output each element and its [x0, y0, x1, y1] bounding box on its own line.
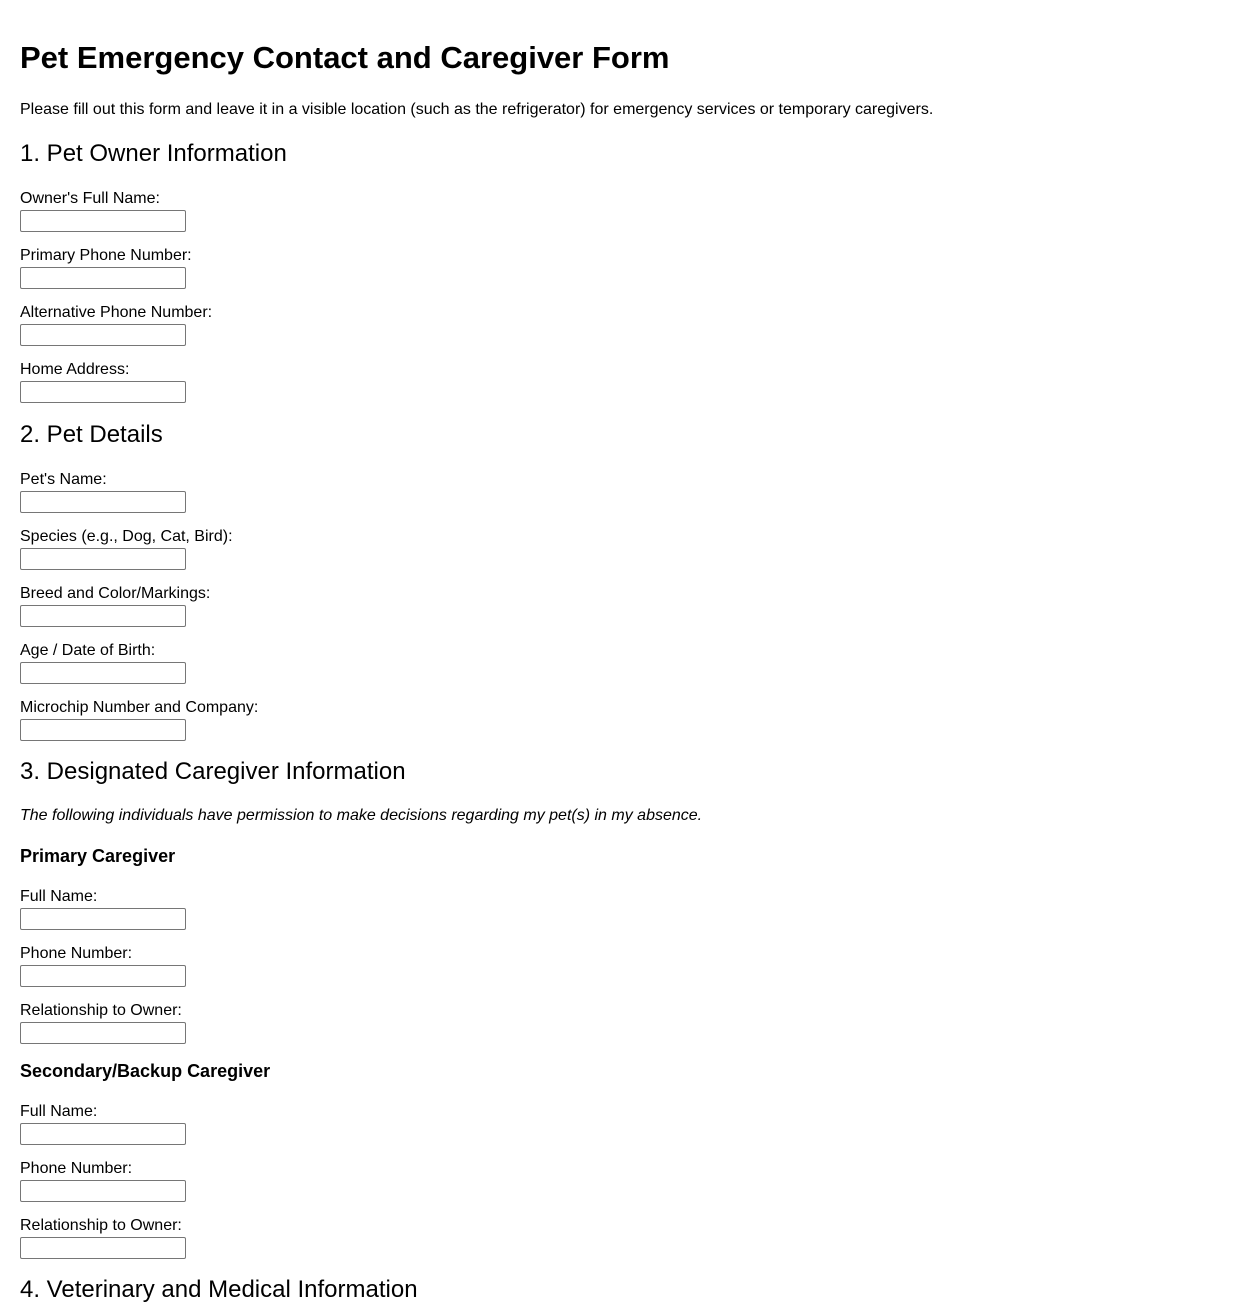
breed-input[interactable]	[20, 605, 186, 627]
section-pet-heading: 2. Pet Details	[20, 421, 163, 448]
breed-label: Breed and Color/Markings:	[20, 585, 211, 602]
secondary-caregiver-phone-field	[20, 1160, 186, 1202]
secondary-caregiver-heading: Secondary/Backup Caregiver	[20, 1061, 271, 1081]
secondary-caregiver-name-field	[20, 1103, 186, 1145]
microchip-input[interactable]	[20, 719, 186, 741]
species-label: Species (e.g., Dog, Cat, Bird):	[20, 528, 233, 545]
primary-phone-input[interactable]	[20, 267, 186, 289]
primary-caregiver-name-label: Full Name:	[20, 888, 98, 905]
age-input[interactable]	[20, 662, 186, 684]
primary-caregiver-phone-label: Phone Number:	[20, 945, 133, 962]
microchip-label: Microchip Number and Company:	[20, 699, 259, 716]
owner-full-name-input[interactable]	[20, 210, 186, 232]
secondary-caregiver-name-input[interactable]	[20, 1123, 186, 1145]
owner-full-name-field	[20, 190, 186, 232]
alternative-phone-field	[20, 304, 212, 346]
species-input[interactable]	[20, 548, 186, 570]
alternative-phone-label: Alternative Phone Number:	[20, 304, 213, 321]
section-caregiver-heading: 3. Designated Caregiver Information	[20, 758, 406, 785]
caregiver-note: The following individuals have permission to make decisions regarding my pet(s) in my absence.	[20, 807, 703, 824]
microchip-field	[20, 699, 258, 741]
primary-caregiver-relationship-field	[20, 1002, 186, 1044]
secondary-caregiver-relationship-field	[20, 1217, 186, 1259]
primary-caregiver-relationship-input[interactable]	[20, 1022, 186, 1044]
intro-text: Please fill out this form and leave it in a visible location (such as the refrigerator) for emergency services or temporary caregivers.	[20, 101, 934, 118]
primary-caregiver-name-field	[20, 888, 186, 930]
pet-name-input[interactable]	[20, 491, 186, 513]
breed-field	[20, 585, 210, 627]
alternative-phone-input[interactable]	[20, 324, 186, 346]
primary-caregiver-heading: Primary Caregiver	[20, 846, 176, 866]
secondary-caregiver-relationship-label: Relationship to Owner:	[20, 1217, 182, 1234]
home-address-field	[20, 361, 186, 403]
primary-caregiver-phone-field	[20, 945, 186, 987]
species-field	[20, 528, 233, 570]
primary-caregiver-relationship-label: Relationship to Owner:	[20, 1002, 182, 1019]
pet-name-label: Pet's Name:	[20, 471, 107, 488]
secondary-caregiver-name-label: Full Name:	[20, 1103, 98, 1120]
secondary-caregiver-relationship-input[interactable]	[20, 1237, 186, 1259]
home-address-label: Home Address:	[20, 361, 130, 378]
secondary-caregiver-phone-input[interactable]	[20, 1180, 186, 1202]
primary-caregiver-phone-input[interactable]	[20, 965, 186, 987]
home-address-input[interactable]	[20, 381, 186, 403]
section-owner-heading: 1. Pet Owner Information	[20, 140, 287, 167]
primary-phone-label: Primary Phone Number:	[20, 247, 192, 264]
primary-caregiver-name-input[interactable]	[20, 908, 186, 930]
page-title: Pet Emergency Contact and Caregiver Form	[20, 40, 670, 75]
pet-name-field	[20, 471, 186, 513]
owner-full-name-label: Owner's Full Name:	[20, 190, 160, 207]
age-label: Age / Date of Birth:	[20, 642, 156, 659]
age-field	[20, 642, 186, 684]
secondary-caregiver-phone-label: Phone Number:	[20, 1160, 133, 1177]
section-vet-heading: 4. Veterinary and Medical Information	[20, 1276, 418, 1303]
primary-phone-field	[20, 247, 192, 289]
